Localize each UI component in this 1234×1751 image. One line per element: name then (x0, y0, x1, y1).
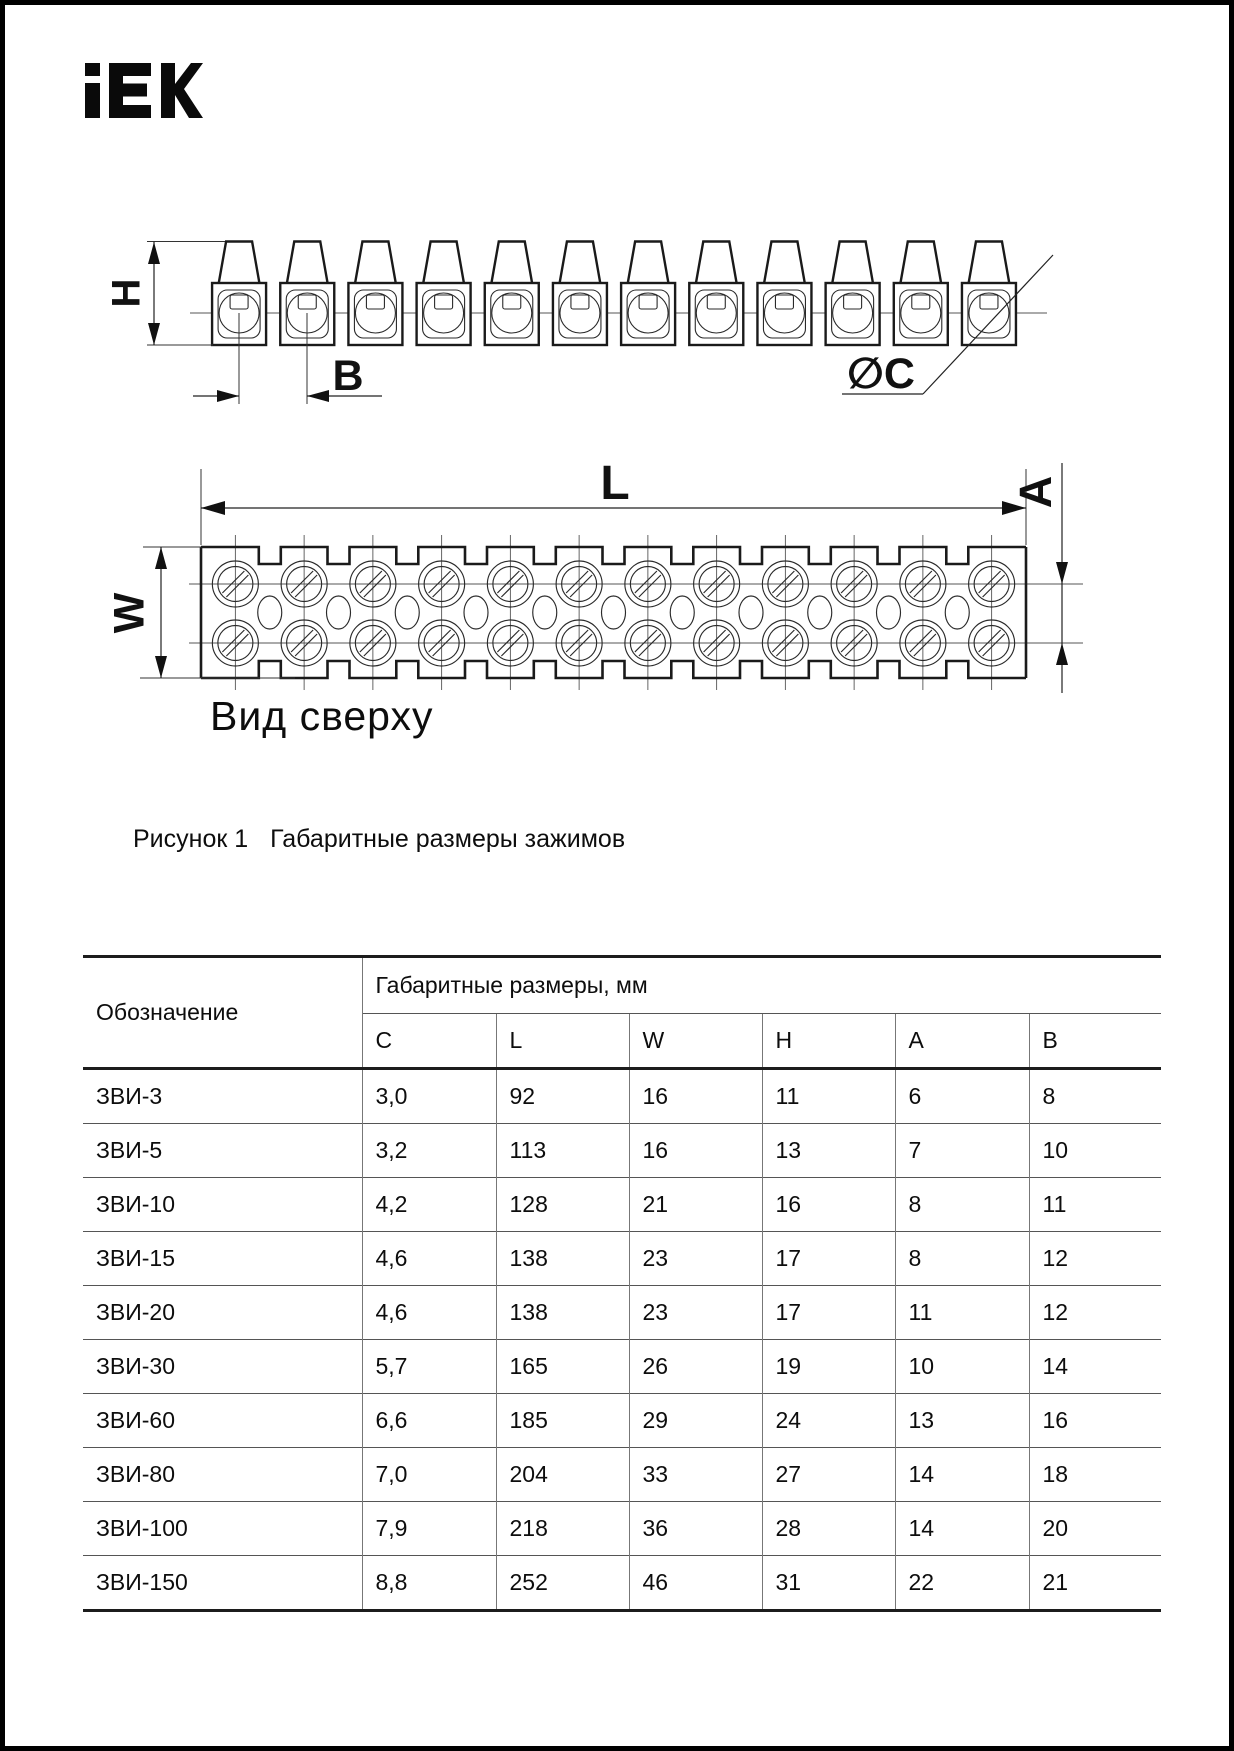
row-value: 23 (629, 1286, 762, 1340)
row-value: 7,0 (362, 1448, 496, 1502)
row-value: 12 (1029, 1286, 1161, 1340)
table-row (83, 1232, 1161, 1286)
row-value: 12 (1029, 1232, 1161, 1286)
row-value: 18 (1029, 1448, 1161, 1502)
table-row (83, 1448, 1161, 1502)
top-view-label: Вид сверху (210, 693, 434, 739)
column-header-c: C (362, 1014, 496, 1069)
row-value: 4,2 (362, 1178, 496, 1232)
row-value: 92 (496, 1069, 629, 1124)
row-value: 17 (762, 1232, 895, 1286)
table-group-header-row (83, 957, 1161, 1014)
row-designation: ЗВИ-80 (83, 1448, 362, 1502)
figure-caption-title: Габаритные размеры зажимов (270, 825, 626, 853)
row-designation: ЗВИ-20 (83, 1286, 362, 1340)
row-value: 4,6 (362, 1232, 496, 1286)
row-value: 16 (1029, 1394, 1161, 1448)
column-header-h: H (762, 1014, 895, 1069)
row-value: 46 (629, 1556, 762, 1611)
table-row (83, 1556, 1161, 1611)
row-value: 128 (496, 1178, 629, 1232)
row-value: 31 (762, 1556, 895, 1611)
top-view-body (201, 547, 1026, 678)
table-body (83, 1069, 1161, 1611)
row-value: 218 (496, 1502, 629, 1556)
row-value: 10 (1029, 1124, 1161, 1178)
row-value: 19 (762, 1340, 895, 1394)
row-value: 23 (629, 1232, 762, 1286)
row-designation: ЗВИ-100 (83, 1502, 362, 1556)
row-value: 11 (895, 1286, 1029, 1340)
dimension-l (201, 457, 1026, 545)
group-header: Габаритные размеры, мм (362, 957, 1161, 1014)
row-value: 11 (1029, 1178, 1161, 1232)
designation-header: Обозначение (83, 957, 362, 1069)
row-designation: ЗВИ-60 (83, 1394, 362, 1448)
row-value: 26 (629, 1340, 762, 1394)
row-value: 27 (762, 1448, 895, 1502)
dim-label-h: H (104, 278, 149, 308)
dim-label-w: W (105, 592, 154, 634)
row-designation: ЗВИ-15 (83, 1232, 362, 1286)
row-value: 6 (895, 1069, 1029, 1124)
row-value: 138 (496, 1286, 629, 1340)
row-value: 4,6 (362, 1286, 496, 1340)
row-value: 8 (1029, 1069, 1161, 1124)
row-value: 11 (762, 1069, 895, 1124)
dim-label-l: L (600, 457, 630, 510)
row-value: 138 (496, 1232, 629, 1286)
row-value: 8 (895, 1232, 1029, 1286)
column-header-w: W (629, 1014, 762, 1069)
row-value: 165 (496, 1340, 629, 1394)
dimension-h (105, 242, 225, 346)
row-value: 16 (762, 1178, 895, 1232)
row-value: 8 (895, 1178, 1029, 1232)
row-value: 3,0 (362, 1069, 496, 1124)
row-designation: ЗВИ-150 (83, 1556, 362, 1611)
row-value: 14 (895, 1502, 1029, 1556)
dim-label-a: A (1009, 475, 1061, 509)
row-value: 185 (496, 1394, 629, 1448)
dim-label-c: ∅C (847, 350, 915, 398)
table-row (83, 1340, 1161, 1394)
dim-label-b: B (332, 352, 364, 400)
side-view-drawing (95, 200, 1085, 415)
figure-caption-label: Рисунок 1 (133, 825, 249, 853)
row-designation: ЗВИ-30 (83, 1340, 362, 1394)
row-value: 7 (895, 1124, 1029, 1178)
row-value: 16 (629, 1069, 762, 1124)
row-value: 5,7 (362, 1340, 496, 1394)
row-value: 7,9 (362, 1502, 496, 1556)
side-view-segments (212, 242, 1016, 346)
row-designation: ЗВИ-5 (83, 1124, 362, 1178)
row-value: 113 (496, 1124, 629, 1178)
row-value: 3,2 (362, 1124, 496, 1178)
row-value: 8,8 (362, 1556, 496, 1611)
row-value: 13 (895, 1394, 1029, 1448)
dimensions-table (83, 955, 1161, 1612)
row-value: 36 (629, 1502, 762, 1556)
table-row (83, 1069, 1161, 1124)
row-designation: ЗВИ-3 (83, 1069, 362, 1124)
column-header-l: L (496, 1014, 629, 1069)
row-value: 10 (895, 1340, 1029, 1394)
iek-logo (85, 63, 203, 118)
row-value: 14 (1029, 1340, 1161, 1394)
row-value: 14 (895, 1448, 1029, 1502)
row-value: 21 (629, 1178, 762, 1232)
table-row (83, 1178, 1161, 1232)
row-value: 22 (895, 1556, 1029, 1611)
row-value: 252 (496, 1556, 629, 1611)
row-designation: ЗВИ-10 (83, 1178, 362, 1232)
table-row (83, 1502, 1161, 1556)
row-value: 20 (1029, 1502, 1161, 1556)
row-value: 28 (762, 1502, 895, 1556)
iek-logo-glyphs (85, 63, 203, 118)
row-value: 17 (762, 1286, 895, 1340)
row-value: 21 (1029, 1556, 1161, 1611)
row-value: 6,6 (362, 1394, 496, 1448)
table-row (83, 1124, 1161, 1178)
row-value: 29 (629, 1394, 762, 1448)
table-row (83, 1286, 1161, 1340)
row-value: 33 (629, 1448, 762, 1502)
figure-caption (133, 825, 625, 854)
row-value: 13 (762, 1124, 895, 1178)
table-row (83, 1394, 1161, 1448)
column-header-a: A (895, 1014, 1029, 1069)
column-header-b: B (1029, 1014, 1161, 1069)
row-value: 24 (762, 1394, 895, 1448)
row-value: 204 (496, 1448, 629, 1502)
row-value: 16 (629, 1124, 762, 1178)
